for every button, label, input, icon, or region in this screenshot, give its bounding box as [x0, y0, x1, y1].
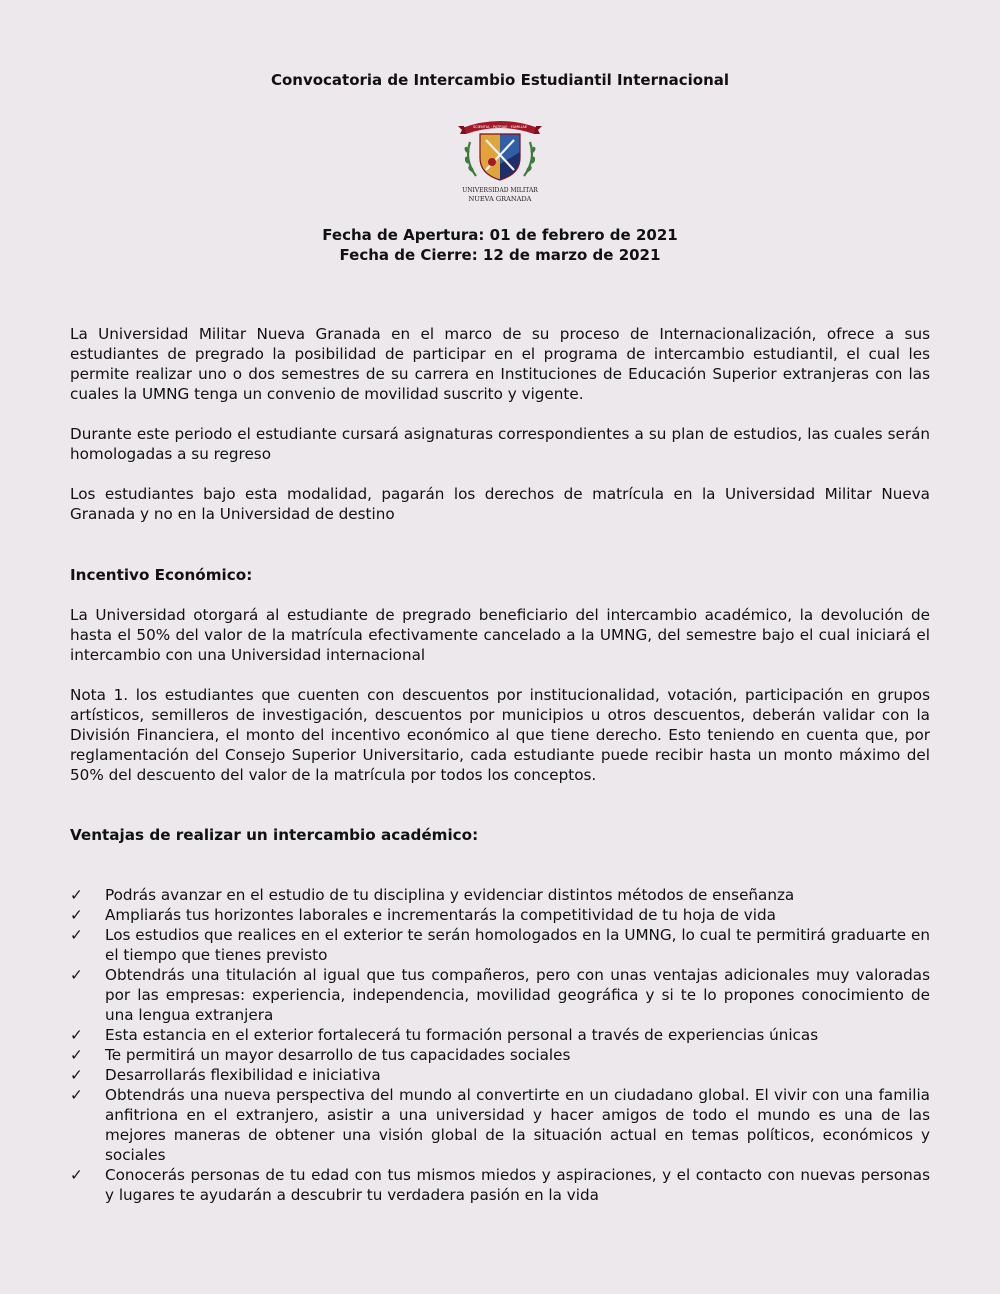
list-item	[70, 1165, 930, 1205]
list-item-text: Los estudios que realices en el exterior te serán homologados en la UMNG, lo cual te permitirá graduarte en el tiempo que tienes previsto	[105, 926, 930, 964]
incentive-section	[70, 565, 930, 785]
document-title: Convocatoria de Intercambio Estudiantil Internacional	[270, 71, 730, 89]
check-icon: ✓	[70, 1066, 83, 1084]
list-item	[70, 925, 930, 965]
list-item-text: Obtendrás una nueva perspectiva del mundo al convertirte en un ciudadano global. El vivir con una familia anfitriona en el extranjero, asistir a una universidad y hacer amigos de todo el mundo es una de las mejores maneras de obtener una visión global de la situación actual en temas políticos, económicos y sociales	[105, 1086, 930, 1164]
check-icon: ✓	[70, 886, 83, 904]
advantages-list	[70, 885, 930, 1205]
closing-date: Fecha de Cierre: 12 de marzo de 2021	[339, 246, 661, 264]
list-item	[70, 1065, 930, 1085]
list-item-text: Desarrollarás flexibilidad e iniciativa	[105, 1066, 381, 1084]
list-item-text: Obtendrás una titulación al igual que tus compañeros, pero con unas ventajas adicionales muy valoradas por las empresas: experiencia, independencia, movilidad geográfica y si te lo propones conocimiento de una lengua extranjera	[105, 966, 930, 1024]
list-item	[70, 1085, 930, 1165]
incentive-paragraph: La Universidad otorgará al estudiante de pregrado beneficiario del intercambio académico, la devolución de hasta el 50% del valor de la matrícula efectivamente cancelado a la UMNG, del semestre bajo el cual iniciará el intercambio con una Universidad internacional	[70, 606, 930, 664]
intro-paragraph: Los estudiantes bajo esta modalidad, pagarán los derechos de matrícula en la Universidad Militar Nueva Granada y no en la Universidad de destino	[70, 485, 930, 523]
incentive-heading: Incentivo Económico:	[70, 566, 253, 584]
opening-date: Fecha de Apertura: 01 de febrero de 2021	[322, 226, 678, 244]
list-item	[70, 905, 930, 925]
list-item-text: Esta estancia en el exterior fortalecerá tu formación personal a través de experiencias únicas	[105, 1026, 819, 1044]
check-icon: ✓	[70, 1086, 83, 1104]
list-item-text: Ampliarás tus horizontes laborales e incrementarás la competitividad de tu hoja de vida	[105, 906, 776, 924]
dates-block	[0, 225, 1000, 265]
check-icon: ✓	[70, 966, 83, 984]
check-icon: ✓	[70, 1026, 83, 1044]
list-item-text: Te permitirá un mayor desarrollo de tus capacidades sociales	[105, 1046, 571, 1064]
list-item	[70, 1045, 930, 1065]
list-item	[70, 1025, 930, 1045]
list-item-text: Podrás avanzar en el estudio de tu disciplina y evidenciar distintos métodos de enseñanza	[105, 886, 795, 904]
check-icon: ✓	[70, 906, 83, 924]
list-item	[70, 965, 930, 1025]
intro-section	[70, 324, 930, 524]
intro-paragraph: Durante este periodo el estudiante cursará asignaturas correspondientes a su plan de estudios, las cuales serán homologadas a su regreso	[70, 425, 930, 463]
check-icon: ✓	[70, 926, 83, 944]
advantages-section	[70, 825, 930, 1205]
advantages-heading: Ventajas de realizar un intercambio académico:	[70, 826, 479, 844]
check-icon: ✓	[70, 1046, 83, 1064]
list-item-text: Conocerás personas de tu edad con tus mismos miedos y aspiraciones, y el contacto con nuevas personas y lugares te ayudarán a descubrir tu verdadera pasión en la vida	[105, 1166, 930, 1204]
list-item	[70, 885, 930, 905]
university-crest-logo	[452, 112, 548, 208]
crest-name-line2: NUEVA GRANADA	[468, 195, 532, 203]
crest-name-line1: UNIVERSIDAD MILITAR	[462, 187, 538, 194]
crest-banner-text: SCIENTIA · PATRIAE · FAMILIAE	[472, 125, 528, 129]
incentive-note: Nota 1. los estudiantes que cuenten con descuentos por institucionalidad, votación, participación en grupos artísticos, semilleros de investigación, descuentos por municipios u otros descuentos, deberán validar con la División Financiera, el monto del incentivo económico al que tiene derecho. Esto teniendo en cuenta que, por reglamentación del Consejo Superior Universitario, cada estudiante puede recibir hasta un monto máximo del 50% del descuento del valor de la matrícula por todos los conceptos.	[70, 686, 930, 784]
intro-paragraph: La Universidad Militar Nueva Granada en el marco de su proceso de Internacionalización, ofrece a sus estudiantes de pregrado la posibilidad de participar en el programa de intercambio estudiantil, el cual les permite realizar uno o dos semestres de su carrera en Instituciones de Educación Superior extranjeras con las cuales la UMNG tenga un convenio de movilidad suscrito y vigente.	[70, 325, 930, 403]
check-icon: ✓	[70, 1166, 83, 1184]
